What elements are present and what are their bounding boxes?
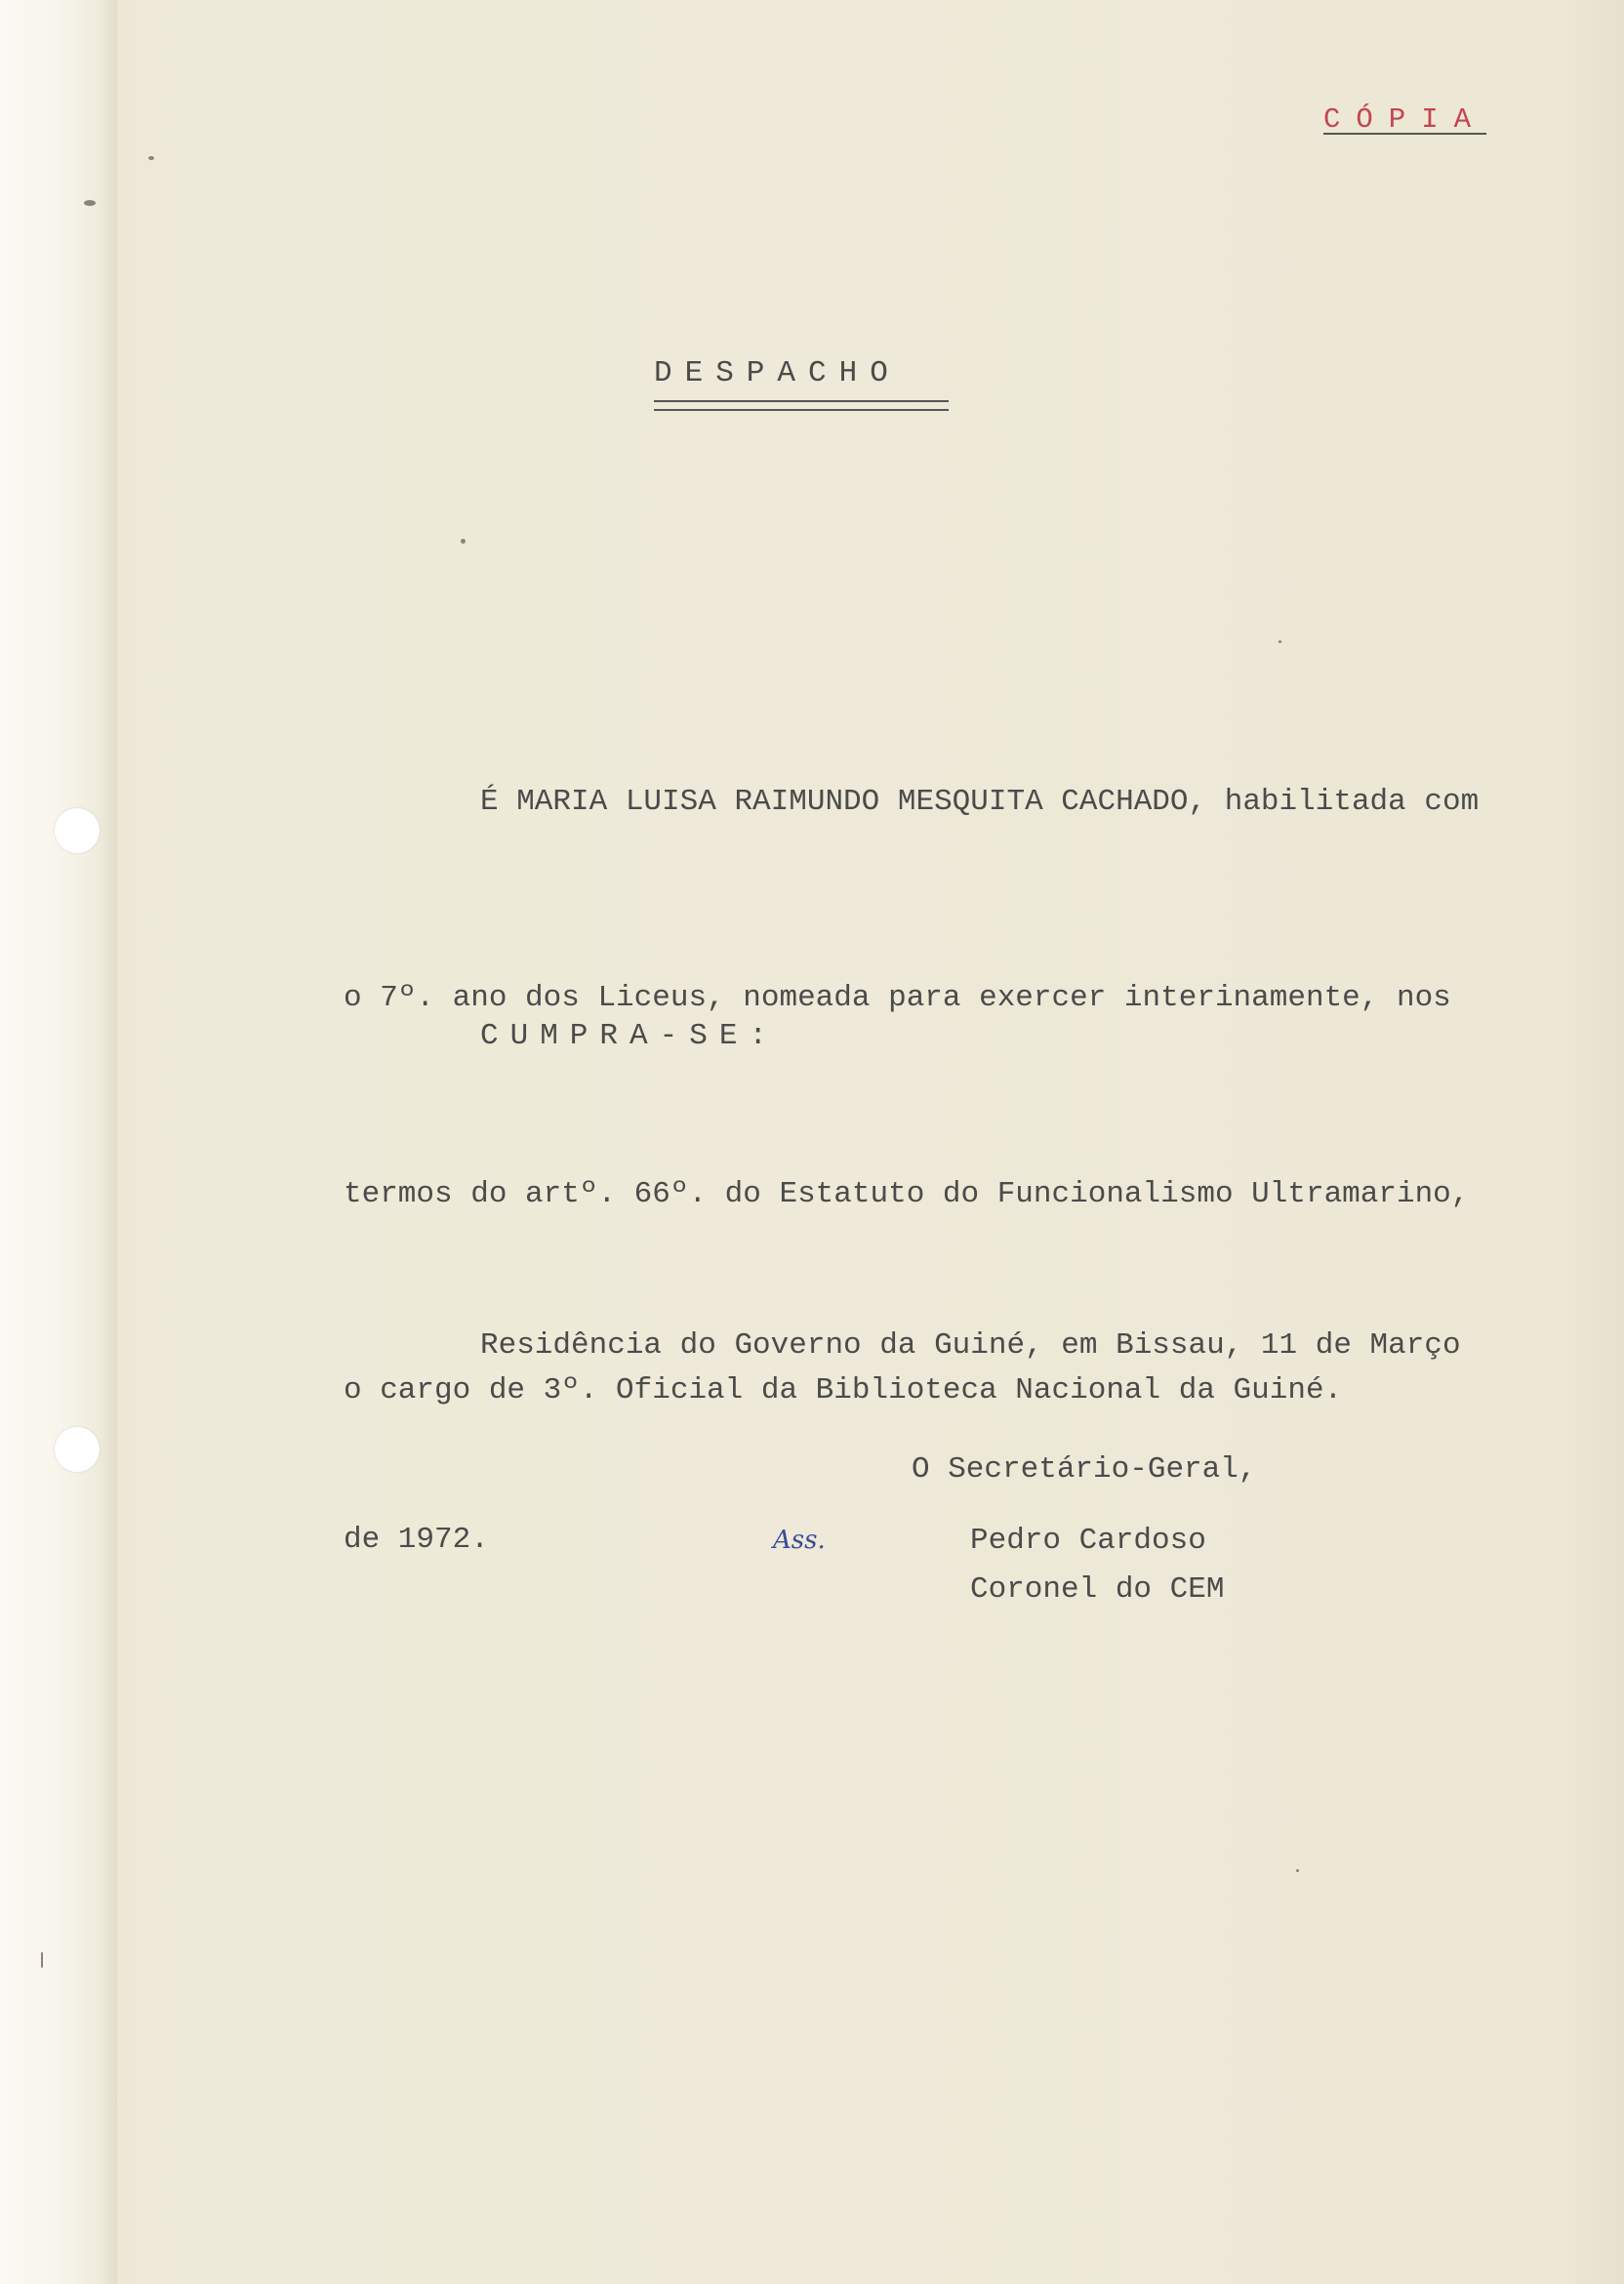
document-title: DESPACHO <box>654 356 901 390</box>
title-double-underline <box>654 400 949 411</box>
paragraph-line: termos do artº. 66º. do Estatuto do Funcionalismo Ultramarino, <box>344 1177 1470 1211</box>
punch-hole-bottom <box>55 1427 100 1472</box>
paragraph-line: o 7º. ano dos Liceus, nomeada para exercer interinamente, nos <box>344 981 1451 1015</box>
place-date-line: Residência do Governo da Guiné, em Bissau, 11 de Março <box>480 1328 1461 1363</box>
paper-speck <box>148 156 154 160</box>
paper-speck <box>461 539 466 544</box>
signatory-rank: Coronel do CEM <box>970 1572 1225 1607</box>
place-and-date <box>344 1185 1461 1638</box>
paragraph-line: o cargo de 3º. Oficial da Biblioteca Nacional da Guiné. <box>344 1373 1343 1407</box>
signatory-block <box>970 1517 1224 1614</box>
punch-hole-top <box>55 808 100 853</box>
signatory-name: Pedro Cardoso <box>970 1524 1206 1558</box>
paper-speck <box>1296 1869 1299 1872</box>
handwritten-annotation: Ass. <box>773 1526 826 1555</box>
handwritten-ass-mark <box>771 1519 878 1558</box>
signatory-title: O Secretário-Geral, <box>912 1452 1257 1487</box>
paragraph-line: É MARIA LUISA RAIMUNDO MESQUITA CACHADO, habilitada com <box>480 785 1480 819</box>
order-statement: CUMPRA-SE: <box>480 1019 780 1053</box>
place-date-line: de 1972. <box>344 1523 489 1557</box>
binding-edge <box>0 0 117 2284</box>
copy-mark: CÓPIA <box>1323 103 1487 136</box>
paper-speck <box>84 200 96 206</box>
paper-speck <box>41 1952 43 1968</box>
